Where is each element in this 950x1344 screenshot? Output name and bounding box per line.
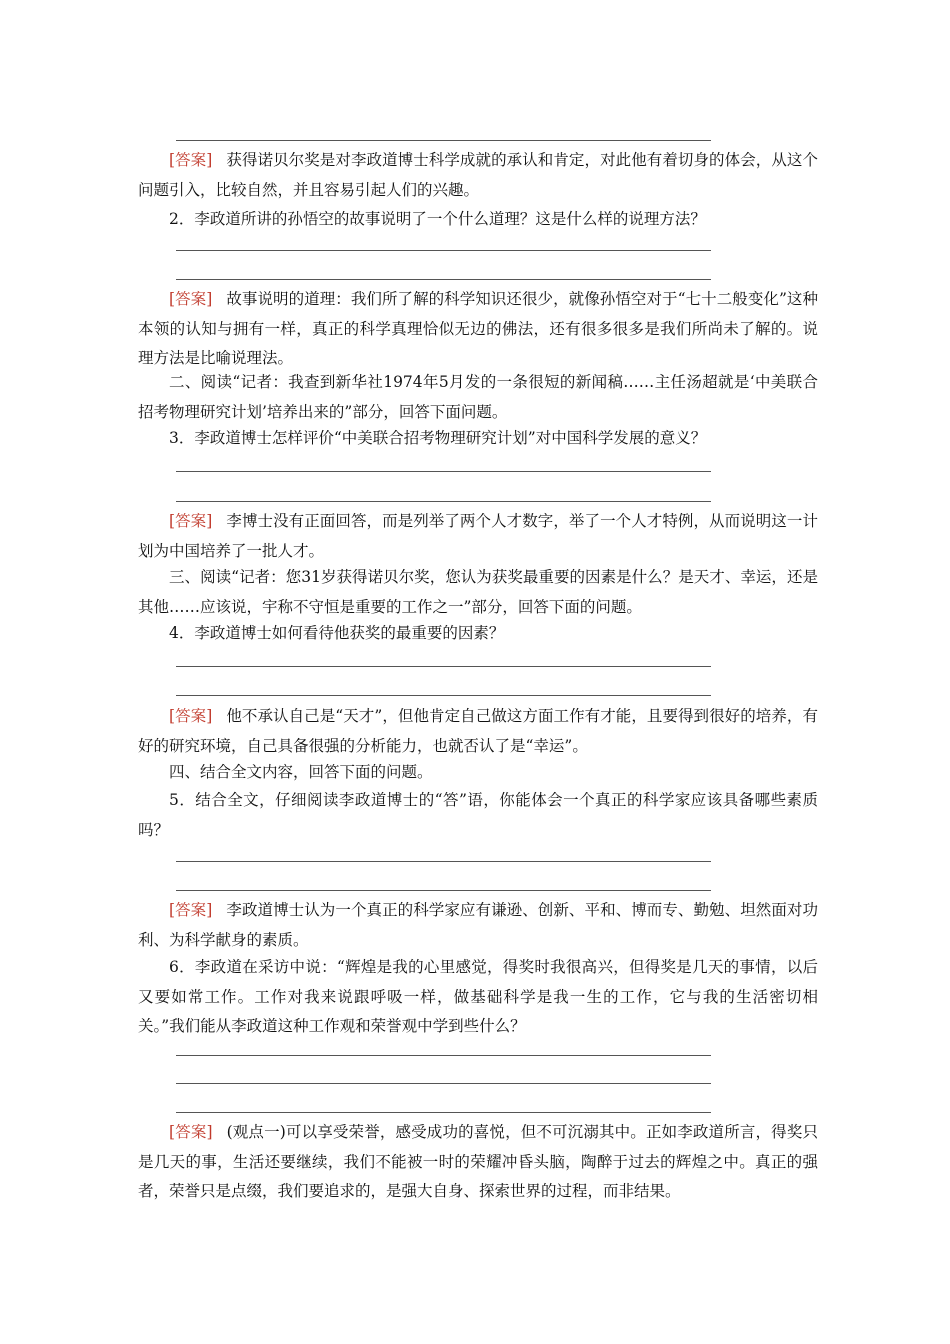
answer-blank-line bbox=[176, 501, 711, 502]
question-6: 6．李政道在采访中说：“辉煌是我的心里感觉，得奖时我很高兴，但得奖是几天的事情，以后又要如常工作。工作对我来说跟呼吸一样，做基础科学是我一生的工作，它与我的生活密切相关。”我们能从李政道这种工作观和荣誉观中学到些什么？ bbox=[138, 958, 818, 1035]
answer-2: [答案] 故事说明的道理：我们所了解的科学知识还很少，就像孙悟空对于“七十二般变化”这种本领的认知与拥有一样，真正的科学真理恰似无边的佛法，还有很多很多是我们所尚未了解的。说理方法是比喻说理法。 bbox=[138, 290, 818, 367]
answer-blank-line bbox=[176, 1055, 711, 1056]
answer-4: [答案] 他不承认自己是“天才”，但他肯定自己做这方面工作有才能，且要得到很好的培养，有好的研究环境，自己具备很强的分析能力，也就否认了是“幸运”。 bbox=[138, 707, 818, 755]
answer-blank-line bbox=[176, 1083, 711, 1084]
answer-6: [答案] (观点一)可以享受荣誉，感受成功的喜悦，但不可沉溺其中。正如李政道所言，得奖只是几天的事，生活还要继续，我们不能被一时的荣耀冲昏头脑，陶醉于过去的辉煌之中。真正的强者，荣誉只是点缀，我们要追求的，是强大自身、探索世界的过程，而非结果。 bbox=[138, 1123, 818, 1200]
answer-blank-line bbox=[176, 279, 711, 280]
section-3-instruction: 三、阅读“记者：您31岁获得诺贝尔奖，您认为获奖最重要的因素是什么？是天才、幸运，还是其他……应该说，宇称不守恒是重要的工作之一”部分，回答下面的问题。 bbox=[138, 568, 818, 616]
answer-blank-line bbox=[176, 1112, 711, 1113]
answer-tag: [答案] bbox=[169, 290, 213, 308]
answer-blank-line bbox=[176, 666, 711, 667]
question-3: 3．李政道博士怎样评价“中美联合招考物理研究计划”对中国科学发展的意义？ bbox=[169, 429, 707, 447]
answer-blank-line bbox=[176, 140, 711, 141]
answer-blank-line bbox=[176, 861, 711, 862]
section-4-instruction: 四、结合全文内容，回答下面的问题。 bbox=[169, 763, 433, 781]
question-2: 2．李政道所讲的孙悟空的故事说明了一个什么道理？这是什么样的说理方法？ bbox=[169, 210, 706, 228]
answer-blank-line bbox=[176, 695, 711, 696]
answer-1: [答案] 获得诺贝尔奖是对李政道博士科学成就的承认和肯定，对此他有着切身的体会，从这个问题引入，比较自然，并且容易引起人们的兴趣。 bbox=[138, 151, 818, 199]
answer-tag: [答案] bbox=[169, 151, 213, 169]
answer-blank-line bbox=[176, 890, 711, 891]
answer-tag: [答案] bbox=[169, 512, 213, 530]
answer-tag: [答案] bbox=[169, 707, 213, 725]
section-2-instruction: 二、阅读“记者：我查到新华社1974年5月发的一条很短的新闻稿……主任汤超就是‘中美联合招考物理研究计划’培养出来的”部分，回答下面问题。 bbox=[138, 373, 818, 421]
answer-tag: [答案] bbox=[169, 1123, 213, 1141]
answer-blank-line bbox=[176, 250, 711, 251]
answer-5: [答案] 李政道博士认为一个真正的科学家应有谦逊、创新、平和、博而专、勤勉、坦然面对功利、为科学献身的素质。 bbox=[138, 901, 818, 949]
question-4: 4．李政道博士如何看待他获奖的最重要的因素？ bbox=[169, 624, 505, 642]
answer-tag: [答案] bbox=[169, 901, 213, 919]
question-5: 5．结合全文，仔细阅读李政道博士的“答”语，你能体会一个真正的科学家应该具备哪些素质吗？ bbox=[138, 791, 818, 839]
answer-3: [答案] 李博士没有正面回答，而是列举了两个人才数字，举了一个人才特例，从而说明这一计划为中国培养了一批人才。 bbox=[138, 512, 818, 560]
answer-blank-line bbox=[176, 471, 711, 472]
